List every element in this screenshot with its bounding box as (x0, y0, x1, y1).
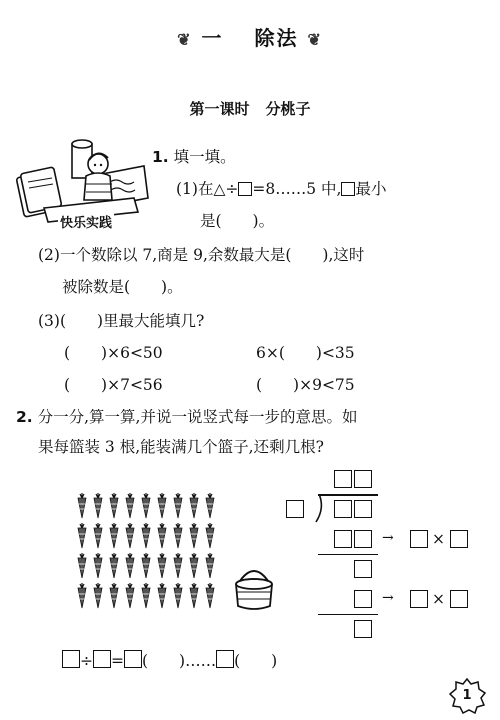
carrot-icon (206, 523, 214, 548)
q2-line2: 果每篮装 3 根,能装满几个篮子,还剩几根? (38, 438, 324, 456)
carrot-icon (94, 523, 102, 548)
divide-sign: ÷ (80, 652, 93, 670)
subtract-line (318, 554, 378, 555)
dividend-box[interactable] (354, 500, 372, 518)
product-box[interactable] (334, 530, 352, 548)
blank-box[interactable] (216, 650, 234, 668)
carrot-icon (190, 553, 198, 578)
q1-sub3-title: (3)( )里最大能填几? (38, 312, 205, 330)
quotient-box[interactable] (334, 470, 352, 488)
carrot-icon (142, 553, 150, 578)
page-number: 1 (462, 687, 472, 703)
carrot-icon (110, 493, 118, 518)
carrot-icon (142, 493, 150, 518)
unit-paren: ( ) (234, 652, 278, 670)
q1-sub2-line1: (2)一个数除以 7,商是 9,余数最大是( ),这时 (38, 246, 365, 264)
factor-box[interactable] (410, 530, 428, 548)
carrot-icon (158, 493, 166, 518)
remainder-dots: …… (185, 652, 217, 670)
times-sign: × (432, 530, 445, 548)
carrot-icon (126, 523, 134, 548)
carrot-icon (94, 493, 102, 518)
q1-sub1-middle: =8……5 中, (252, 180, 342, 198)
q1-sub2-line2: 被除数是( )。 (62, 278, 183, 296)
carrot-icon (78, 523, 86, 548)
chapter-title (0, 22, 500, 51)
carrot-icon (174, 583, 182, 608)
carrot-icon (126, 553, 134, 578)
blank-box[interactable] (341, 182, 355, 196)
unit-paren: ( ) (142, 652, 186, 670)
ornament-right-icon: ❦ (307, 30, 323, 49)
q1-sub1-line1 (176, 178, 386, 200)
carrot-icon (78, 553, 86, 578)
blank-box[interactable] (124, 650, 142, 668)
divisor-box[interactable] (286, 500, 304, 518)
quotient-box[interactable] (354, 470, 372, 488)
q1-sub1-line2: 是( )。 (200, 212, 275, 230)
lesson-title (0, 98, 500, 119)
carrot-icon (174, 523, 182, 548)
carrot-icon (190, 523, 198, 548)
carrot-icon (126, 493, 134, 518)
carrot-icon (142, 583, 150, 608)
carrot-icon (190, 493, 198, 518)
q1-sub1-suffix: 最小 (355, 180, 387, 198)
arrow-icon: → (382, 590, 394, 606)
division-bracket (310, 494, 324, 524)
times-sign: × (432, 590, 445, 608)
equals-sign: = (111, 652, 124, 670)
carrot-icon (94, 583, 102, 608)
q1-sub3-item: ( )×9<75 (256, 376, 355, 394)
carrot-icon (206, 553, 214, 578)
blank-box[interactable] (238, 182, 252, 196)
factor-box[interactable] (450, 530, 468, 548)
carrot-grid (74, 492, 224, 616)
q1-sub1-prefix: (1)在△÷ (176, 180, 239, 198)
remainder-step-box[interactable] (354, 560, 372, 578)
carrot-icon (174, 493, 182, 518)
q1-title (152, 146, 236, 168)
carrot-icon (94, 553, 102, 578)
equation-line (62, 650, 277, 672)
carrot-icon (158, 583, 166, 608)
carrot-icon (110, 553, 118, 578)
carrot-icon (126, 583, 134, 608)
chapter-name: 除法 (254, 26, 299, 50)
product-box[interactable] (354, 530, 372, 548)
q2-line1-text: 分一分,算一算,并说一说竖式每一步的意思。如 (37, 408, 358, 426)
arrow-icon: → (382, 530, 394, 546)
q2-number: 2. (16, 408, 33, 426)
lesson-part2: 分桃子 (265, 100, 311, 118)
remainder-box[interactable] (354, 620, 372, 638)
chapter-number: 一 (201, 26, 224, 50)
lesson-part1: 第一课时 (189, 100, 250, 118)
carrot-icon (110, 523, 118, 548)
factor-box[interactable] (450, 590, 468, 608)
carrot-icon (158, 523, 166, 548)
q1-sub3-item: ( )×6<50 (64, 344, 163, 362)
subtract-line (318, 614, 378, 615)
carrot-icon (158, 553, 166, 578)
dividend-box[interactable] (334, 500, 352, 518)
product-box[interactable] (354, 590, 372, 608)
q1-sub3-item: ( )×7<56 (64, 376, 163, 394)
q1-sub3-item: 6×( )<35 (256, 344, 355, 362)
carrot-icon (206, 493, 214, 518)
carrot-icon (78, 583, 86, 608)
factor-box[interactable] (410, 590, 428, 608)
carrot-icon (206, 583, 214, 608)
ornament-left-icon: ❦ (177, 30, 193, 49)
carrot-icon (174, 553, 182, 578)
division-bar (318, 494, 378, 496)
q1-number: 1. (152, 148, 169, 166)
basket-icon (228, 562, 280, 614)
carrot-icon (142, 523, 150, 548)
blank-box[interactable] (93, 650, 111, 668)
blank-box[interactable] (62, 650, 80, 668)
carrot-icon (110, 583, 118, 608)
carrot-icon (78, 493, 86, 518)
q1-title-text: 填一填。 (173, 148, 236, 166)
carrot-icon (190, 583, 198, 608)
q2-line1 (16, 406, 357, 428)
practice-badge: 快乐实践 (58, 212, 114, 231)
